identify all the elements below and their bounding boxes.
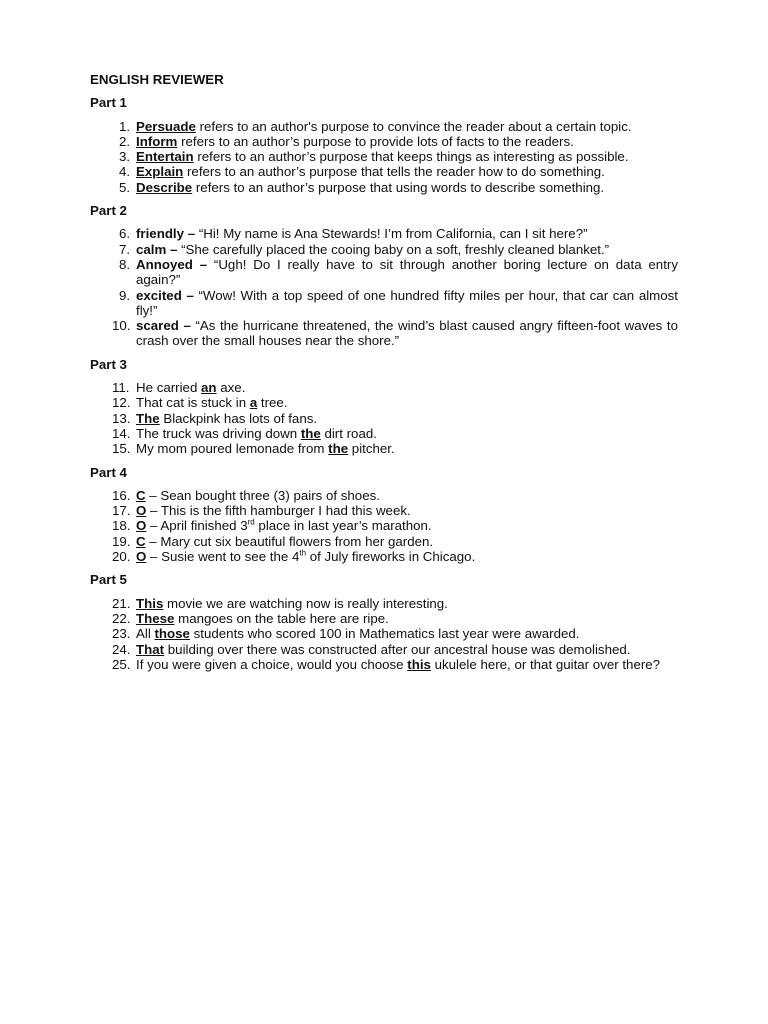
list-item bbox=[90, 626, 678, 641]
answer-keyword: That bbox=[136, 641, 165, 657]
list-item bbox=[90, 257, 678, 288]
list-item bbox=[90, 119, 678, 134]
item-text bbox=[135, 518, 678, 533]
item-text bbox=[135, 134, 678, 149]
item-text bbox=[135, 611, 678, 626]
item-number: 11. bbox=[112, 380, 130, 396]
list-item bbox=[90, 288, 678, 319]
list-item bbox=[90, 611, 678, 626]
list-item bbox=[90, 549, 678, 564]
item-text-segment: Blackpink has lots of fans. bbox=[159, 410, 318, 426]
answer-label: friendly – bbox=[136, 226, 196, 242]
item-text-segment: – This is the fifth hamburger I had this week. bbox=[146, 503, 411, 519]
answer-label: calm – bbox=[136, 241, 178, 257]
part-item-list bbox=[90, 380, 678, 456]
part-item-list bbox=[90, 119, 678, 195]
item-text bbox=[135, 642, 678, 657]
document-content bbox=[90, 72, 678, 680]
answer-keyword: Entertain bbox=[136, 149, 194, 165]
list-item bbox=[90, 518, 678, 533]
item-text-segment: place in last year’s marathon. bbox=[254, 518, 432, 534]
item-number: 9. bbox=[119, 287, 131, 303]
item-number: 19. bbox=[112, 533, 131, 549]
list-item bbox=[90, 534, 678, 549]
answer-keyword: an bbox=[201, 380, 217, 396]
item-text-segment: – Susie went to see the 4 bbox=[146, 549, 300, 565]
item-text bbox=[135, 534, 678, 549]
part-heading: Part 4 bbox=[90, 464, 127, 480]
item-text-segment: movie we are watching now is really interesting. bbox=[163, 595, 448, 611]
answer-keyword: Persuade bbox=[136, 118, 196, 134]
item-text bbox=[135, 380, 678, 395]
item-text-segment: “As the hurricane threatened, the wind’s blast caused angry fifteen-foot waves to crash over the small houses near the shore.” bbox=[136, 318, 679, 349]
item-text bbox=[135, 226, 678, 241]
item-text-segment: My mom poured lemonade from bbox=[136, 441, 329, 457]
answer-keyword: the bbox=[328, 441, 349, 457]
item-text bbox=[135, 503, 678, 518]
parts-container bbox=[90, 95, 678, 672]
answer-keyword: These bbox=[136, 610, 175, 626]
part-item-list bbox=[90, 596, 678, 672]
item-text bbox=[135, 626, 678, 641]
item-number: 1. bbox=[119, 118, 131, 134]
answer-keyword: Describe bbox=[136, 179, 193, 195]
answer-keyword: O bbox=[136, 503, 147, 519]
answer-keyword: those bbox=[154, 626, 190, 642]
list-item bbox=[90, 488, 678, 503]
list-item bbox=[90, 426, 678, 441]
answer-keyword: this bbox=[407, 656, 431, 672]
item-number: 5. bbox=[119, 179, 131, 195]
answer-keyword: Inform bbox=[136, 133, 178, 149]
item-text-segment: refers to an author’s purpose that using words to describe something. bbox=[192, 179, 605, 195]
item-text-segment: The truck was driving down bbox=[136, 425, 301, 441]
answer-keyword: This bbox=[136, 595, 164, 611]
list-item bbox=[90, 134, 678, 149]
list-item bbox=[90, 657, 678, 672]
item-number: 25. bbox=[112, 656, 131, 672]
answer-keyword: O bbox=[136, 518, 147, 534]
item-text-segment: refers to an author’s purpose that tells the reader how to do something. bbox=[183, 164, 605, 180]
item-text-segment: – April finished 3 bbox=[146, 518, 248, 534]
answer-keyword: C bbox=[136, 487, 146, 503]
item-number: 16. bbox=[112, 487, 131, 503]
item-text bbox=[135, 596, 678, 611]
item-number: 6. bbox=[119, 226, 131, 242]
part-item-list bbox=[90, 226, 678, 348]
item-text-segment: students who scored 100 in Mathematics last year were awarded. bbox=[189, 626, 580, 642]
item-text-segment: refers to an author’s purpose that keeps things as interesting as possible. bbox=[193, 149, 629, 165]
answer-label: excited – bbox=[136, 287, 194, 303]
document-title: ENGLISH REVIEWER bbox=[90, 72, 224, 87]
item-text bbox=[135, 149, 678, 164]
item-number: 22. bbox=[112, 610, 131, 626]
part-heading: Part 3 bbox=[90, 356, 127, 372]
item-text bbox=[135, 119, 678, 134]
list-item bbox=[90, 503, 678, 518]
item-text-segment: ukulele here, or that guitar over there? bbox=[430, 656, 661, 672]
item-number: 20. bbox=[112, 549, 131, 565]
answer-keyword: the bbox=[300, 425, 321, 441]
answer-keyword: Explain bbox=[136, 164, 184, 180]
item-number: 4. bbox=[119, 164, 131, 180]
item-text bbox=[135, 441, 678, 456]
ordinal-suffix: rd bbox=[247, 518, 255, 527]
item-text bbox=[135, 164, 678, 179]
item-text-segment: pitcher. bbox=[348, 441, 395, 457]
list-item bbox=[90, 395, 678, 410]
part-heading: Part 5 bbox=[90, 572, 127, 588]
part-heading: Part 2 bbox=[90, 203, 127, 219]
ordinal-suffix: th bbox=[299, 548, 307, 558]
item-text bbox=[135, 242, 678, 257]
item-number: 12. bbox=[112, 395, 131, 411]
item-text-segment: axe. bbox=[216, 380, 246, 396]
item-text-segment: refers to an author’s purpose to provide lots of facts to the readers. bbox=[177, 133, 574, 149]
item-text-segment: He carried bbox=[136, 380, 202, 396]
item-number: 7. bbox=[119, 241, 131, 257]
answer-keyword: a bbox=[249, 395, 258, 411]
item-number: 23. bbox=[112, 626, 131, 642]
item-number: 8. bbox=[119, 256, 131, 272]
item-number: 10. bbox=[112, 318, 131, 334]
item-text-segment: “She carefully placed the cooing baby on a soft, freshly cleaned blanket.” bbox=[177, 241, 610, 257]
item-text bbox=[135, 426, 678, 441]
list-item bbox=[90, 318, 678, 349]
item-text-segment: tree. bbox=[257, 395, 288, 411]
item-text-segment: “Wow! With a top speed of one hundred fifty miles per hour, that car can almost fly!” bbox=[136, 287, 678, 318]
item-text-segment: mangoes on the table here are ripe. bbox=[174, 610, 389, 626]
part-heading: Part 1 bbox=[90, 95, 127, 111]
item-text-segment: dirt road. bbox=[320, 425, 377, 441]
item-text bbox=[135, 257, 678, 288]
list-item bbox=[90, 164, 678, 179]
answer-label: Annoyed – bbox=[136, 256, 208, 272]
item-text-segment: “Hi! My name is Ana Stewards! I’m from California, can I sit here?” bbox=[195, 226, 588, 242]
item-text bbox=[135, 180, 678, 195]
item-number: 14. bbox=[112, 425, 131, 441]
item-number: 3. bbox=[119, 149, 131, 165]
item-text bbox=[135, 549, 678, 564]
list-item bbox=[90, 441, 678, 456]
item-text-segment: – Sean bought three (3) pairs of shoes. bbox=[145, 487, 380, 503]
item-text-segment: refers to an author's purpose to convince the reader about a certain topic. bbox=[195, 118, 632, 134]
part-item-list bbox=[90, 488, 678, 564]
list-item bbox=[90, 380, 678, 395]
item-text bbox=[135, 395, 678, 410]
item-text bbox=[135, 488, 678, 503]
list-item bbox=[90, 180, 678, 195]
item-text bbox=[135, 288, 678, 319]
item-number: 15. bbox=[112, 441, 131, 457]
list-item bbox=[90, 411, 678, 426]
answer-keyword: The bbox=[136, 410, 160, 426]
list-item bbox=[90, 149, 678, 164]
item-text bbox=[135, 657, 678, 672]
item-text bbox=[135, 318, 678, 349]
list-item bbox=[90, 242, 678, 257]
item-number: 21. bbox=[112, 595, 131, 611]
item-number: 24. bbox=[112, 641, 131, 657]
item-text-segment: All bbox=[136, 626, 155, 642]
answer-label: scared – bbox=[136, 318, 191, 334]
answer-keyword: O bbox=[136, 549, 147, 565]
answer-keyword: C bbox=[136, 533, 146, 549]
item-number: 18. bbox=[112, 518, 131, 534]
item-number: 17. bbox=[112, 503, 131, 519]
list-item bbox=[90, 226, 678, 241]
item-text-segment: If you were given a choice, would you choose bbox=[136, 656, 408, 672]
item-text bbox=[135, 411, 678, 426]
item-text-segment: – Mary cut six beautiful flowers from her garden. bbox=[145, 533, 434, 549]
item-text-segment: building over there was constructed after our ancestral house was demolished. bbox=[164, 641, 631, 657]
item-text-segment: “Ugh! Do I really have to sit through another boring lecture on data entry again?” bbox=[136, 256, 678, 288]
item-number: 13. bbox=[112, 410, 131, 426]
list-item bbox=[90, 596, 678, 611]
item-text-segment: of July fireworks in Chicago. bbox=[306, 549, 476, 565]
list-item bbox=[90, 642, 678, 657]
item-text-segment: That cat is stuck in bbox=[136, 395, 250, 411]
item-number: 2. bbox=[119, 133, 131, 149]
